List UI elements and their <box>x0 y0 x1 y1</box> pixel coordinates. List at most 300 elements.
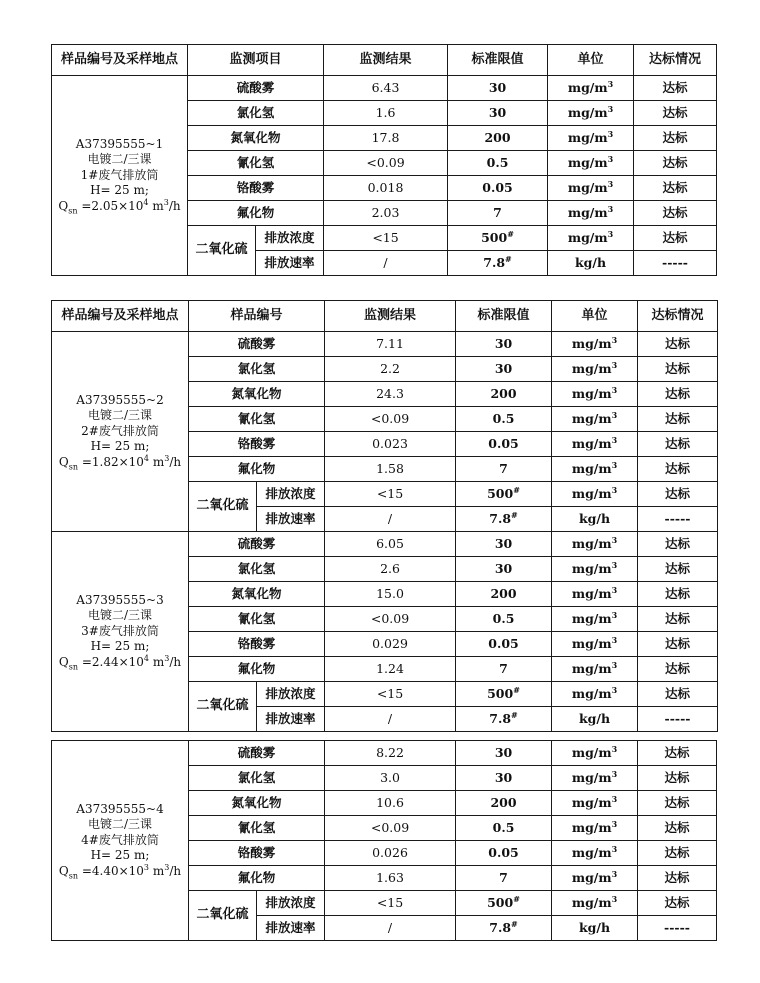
unit <box>552 332 638 357</box>
standard-limit-value: 0.5 <box>492 819 515 835</box>
compliance-status: 达标 <box>638 607 718 632</box>
standard-limit-mark: # <box>507 228 514 239</box>
standard-limit <box>456 866 552 891</box>
unit-text: mg/m <box>567 79 608 95</box>
flow-exponent: 3 <box>143 862 150 872</box>
unit <box>552 632 638 657</box>
compliance-status: 达标 <box>634 201 717 226</box>
flow-exponent: 4 <box>143 453 150 463</box>
monitoring-item: 氮氧化物 <box>189 582 325 607</box>
sample-location-line: A37395555~3 <box>76 592 164 607</box>
compliance-status: 达标 <box>638 557 718 582</box>
compliance-status: 达标 <box>638 632 718 657</box>
standard-limit-value: 500 <box>487 685 514 701</box>
flow-symbol: Q <box>58 863 69 878</box>
monitoring-item: 氯化氢 <box>188 101 324 126</box>
standard-limit-value: 30 <box>488 79 507 95</box>
standard-limit-mark: # <box>513 893 520 904</box>
standard-limit <box>456 707 552 732</box>
unit-text: mg/m <box>571 385 612 401</box>
flow-symbol: Q <box>58 198 69 213</box>
unit <box>552 866 638 891</box>
monitoring-item: 氮氧化物 <box>188 126 324 151</box>
monitoring-item: 氟化物 <box>189 866 325 891</box>
so2-label: 二氧化硫 <box>188 226 256 276</box>
standard-limit <box>456 382 552 407</box>
compliance-status: 达标 <box>638 791 717 816</box>
standard-limit <box>456 891 552 916</box>
unit-text: mg/m <box>571 844 612 860</box>
standard-limit <box>448 126 548 151</box>
monitoring-item: 氯化氢 <box>189 766 325 791</box>
monitoring-item: 氟化物 <box>189 657 325 682</box>
standard-limit <box>456 682 552 707</box>
unit-text: mg/m <box>571 744 612 760</box>
unit-text: mg/m <box>567 179 608 195</box>
monitoring-result: 2.2 <box>325 357 456 382</box>
unit <box>552 382 638 407</box>
unit-text: mg/m <box>571 769 612 785</box>
standard-limit-mark: # <box>505 253 512 264</box>
flow-unit: m <box>149 863 165 878</box>
standard-limit-value: 7 <box>499 660 508 676</box>
monitoring-item: 氰化氢 <box>189 407 325 432</box>
monitoring-result: <15 <box>325 482 456 507</box>
monitoring-result: 17.8 <box>324 126 448 151</box>
compliance-status: 达标 <box>638 741 717 766</box>
data-row <box>52 332 718 357</box>
unit <box>548 101 634 126</box>
header-unit: 单位 <box>548 45 634 76</box>
unit-exponent: 3 <box>607 103 614 114</box>
monitoring-result: 1.63 <box>325 866 456 891</box>
monitoring-result: 10.6 <box>325 791 456 816</box>
flow-symbol-sub: sn <box>68 662 78 672</box>
header-item: 样品编号 <box>189 301 325 332</box>
unit <box>548 151 634 176</box>
unit <box>548 76 634 101</box>
flow-unit-tail: /h <box>169 454 182 469</box>
unit-text: mg/m <box>571 635 612 651</box>
unit <box>548 226 634 251</box>
unit <box>552 557 638 582</box>
header-limit: 标准限值 <box>448 45 548 76</box>
unit-exponent: 3 <box>611 868 618 879</box>
flow-value: =2.44×10 <box>78 654 144 669</box>
unit-exponent: 3 <box>611 634 618 645</box>
unit-exponent: 3 <box>611 434 618 445</box>
compliance-status: 达标 <box>638 532 718 557</box>
header-result: 监测结果 <box>324 45 448 76</box>
unit-text: mg/m <box>571 585 612 601</box>
monitoring-result: 0.026 <box>325 841 456 866</box>
compliance-status: 达标 <box>638 866 717 891</box>
unit <box>552 607 638 632</box>
standard-limit <box>456 582 552 607</box>
sample-location-line: H= 25 m; <box>90 848 150 863</box>
monitoring-result: 15.0 <box>325 582 456 607</box>
unit-exponent: 3 <box>611 559 618 570</box>
sample-location-line: H= 25 m; <box>90 439 150 454</box>
compliance-status: 达标 <box>638 357 718 382</box>
sample-block-4 <box>52 741 717 941</box>
unit <box>552 841 638 866</box>
compliance-status: 达标 <box>638 682 718 707</box>
flow-symbol-sub: sn <box>68 871 78 881</box>
monitoring-item: 铬酸雾 <box>189 841 325 866</box>
standard-limit-value: 30 <box>494 744 513 760</box>
sample-location-cell <box>52 332 189 532</box>
unit-exponent: 3 <box>611 459 618 470</box>
unit-exponent: 3 <box>611 893 618 904</box>
standard-limit-value: 30 <box>494 335 513 351</box>
header-row <box>52 301 718 332</box>
sample-location-line: 电镀二/三课 <box>87 152 152 167</box>
unit-exponent: 3 <box>607 228 614 239</box>
header-status: 达标情况 <box>634 45 717 76</box>
monitoring-result: 2.6 <box>325 557 456 582</box>
so2-sub-item: 排放浓度 <box>257 891 325 916</box>
unit <box>552 657 638 682</box>
standard-limit-value: 7 <box>499 869 508 885</box>
so2-sub-item: 排放浓度 <box>257 682 325 707</box>
unit <box>552 891 638 916</box>
unit <box>552 532 638 557</box>
unit-text: mg/m <box>571 335 612 351</box>
standard-limit <box>448 101 548 126</box>
standard-limit <box>448 176 548 201</box>
monitoring-result: <0.09 <box>325 607 456 632</box>
standard-limit <box>456 791 552 816</box>
flow-exponent: 4 <box>143 197 149 207</box>
flow-symbol: Q <box>58 454 69 469</box>
unit-text: mg/m <box>567 154 608 170</box>
standard-limit <box>456 741 552 766</box>
unit <box>552 507 638 532</box>
monitoring-result: / <box>325 707 456 732</box>
unit-text: mg/m <box>571 360 612 376</box>
monitoring-result: 2.03 <box>324 201 448 226</box>
flow-symbol-sub: sn <box>68 206 78 216</box>
compliance-status: 达标 <box>638 382 718 407</box>
compliance-status: 达标 <box>638 457 718 482</box>
sample-block-1 <box>52 76 717 276</box>
monitoring-result: 1.24 <box>325 657 456 682</box>
sample-location-line: H= 25 m; <box>90 183 149 198</box>
standard-limit-value: 200 <box>490 385 517 401</box>
unit <box>552 457 638 482</box>
monitoring-result: 24.3 <box>325 382 456 407</box>
unit-text: mg/m <box>567 129 608 145</box>
compliance-status: 达标 <box>638 407 718 432</box>
compliance-status: 达标 <box>634 176 717 201</box>
compliance-status: 达标 <box>634 151 717 176</box>
standard-limit <box>456 432 552 457</box>
monitoring-result: 6.05 <box>325 532 456 557</box>
header-row <box>52 45 717 76</box>
monitoring-result: 0.029 <box>325 632 456 657</box>
so2-sub-item: 排放速率 <box>257 507 325 532</box>
flow-rate <box>52 864 188 880</box>
unit-text: kg/h <box>578 510 611 526</box>
compliance-status: ----- <box>634 251 717 276</box>
flow-unit-exponent: 3 <box>164 453 170 463</box>
monitoring-result: <0.09 <box>324 151 448 176</box>
standard-limit-mark: # <box>511 509 518 520</box>
standard-limit <box>456 507 552 532</box>
standard-limit-value: 7.8 <box>489 510 512 526</box>
so2-sub-item: 排放浓度 <box>256 226 324 251</box>
monitoring-item: 氟化物 <box>188 201 324 226</box>
unit-exponent: 3 <box>611 359 618 370</box>
standard-limit-value: 0.5 <box>492 610 515 626</box>
standard-limit-value: 500 <box>487 894 514 910</box>
standard-limit <box>456 632 552 657</box>
standard-limit-value: 500 <box>487 485 514 501</box>
unit <box>552 682 638 707</box>
sample-location-line: A37395555~4 <box>76 801 164 816</box>
standard-limit <box>456 407 552 432</box>
flow-rate <box>52 455 188 471</box>
standard-limit-value: 7 <box>493 204 502 220</box>
unit-text: mg/m <box>571 660 612 676</box>
header-limit: 标准限值 <box>456 301 552 332</box>
sample-block-2 <box>52 332 718 532</box>
unit-text: kg/h <box>578 710 611 726</box>
standard-limit <box>448 226 548 251</box>
compliance-status: ----- <box>638 916 717 941</box>
standard-limit-value: 30 <box>488 104 507 120</box>
flow-unit-tail: /h <box>169 863 182 878</box>
so2-sub-item: 排放速率 <box>257 916 325 941</box>
standard-limit-mark: # <box>513 684 520 695</box>
so2-label: 二氧化硫 <box>189 682 257 732</box>
unit-text: mg/m <box>571 610 612 626</box>
standard-limit <box>456 532 552 557</box>
standard-limit <box>456 357 552 382</box>
monitoring-result: <15 <box>324 226 448 251</box>
unit-exponent: 3 <box>611 659 618 670</box>
standard-limit <box>448 251 548 276</box>
unit-exponent: 3 <box>607 128 614 139</box>
so2-label: 二氧化硫 <box>189 482 257 532</box>
unit-text: mg/m <box>571 685 612 701</box>
unit-exponent: 3 <box>607 153 614 164</box>
monitoring-item: 氟化物 <box>189 457 325 482</box>
standard-limit-value: 7.8 <box>489 710 512 726</box>
flow-value: =4.40×10 <box>78 863 144 878</box>
flow-unit-tail: /h <box>169 654 182 669</box>
standard-limit-value: 0.05 <box>488 635 519 651</box>
standard-limit-value: 0.5 <box>486 154 509 170</box>
monitoring-result: 8.22 <box>325 741 456 766</box>
unit-exponent: 3 <box>611 793 618 804</box>
compliance-status: 达标 <box>638 432 718 457</box>
monitoring-result: <15 <box>325 891 456 916</box>
monitoring-item: 氮氧化物 <box>189 382 325 407</box>
standard-limit-value: 7 <box>499 460 508 476</box>
standard-limit <box>456 482 552 507</box>
standard-limit-value: 0.05 <box>488 844 519 860</box>
flow-unit: m <box>149 454 165 469</box>
flow-rate <box>52 655 188 671</box>
unit-exponent: 3 <box>611 334 618 345</box>
standard-limit-mark: # <box>511 918 518 929</box>
sample-location-cell <box>52 532 189 732</box>
compliance-status: 达标 <box>638 766 717 791</box>
sample-location-line: 1#废气排放筒 <box>80 167 159 182</box>
compliance-status: 达标 <box>634 126 717 151</box>
standard-limit <box>456 766 552 791</box>
unit-text: mg/m <box>571 435 612 451</box>
monitoring-item: 硫酸雾 <box>189 741 325 766</box>
standard-limit-value: 7.8 <box>483 254 506 270</box>
sample-location-line: H= 25 m; <box>90 639 150 654</box>
compliance-status: 达标 <box>638 482 718 507</box>
flow-unit-exponent: 3 <box>164 862 170 872</box>
unit <box>552 916 638 941</box>
unit-exponent: 3 <box>611 818 618 829</box>
unit <box>548 176 634 201</box>
unit-text: mg/m <box>571 819 612 835</box>
flow-value: =2.05×10 <box>77 198 144 213</box>
unit <box>552 407 638 432</box>
header-sample: 样品编号及采样地点 <box>52 45 188 76</box>
unit-text: mg/m <box>571 794 612 810</box>
flow-symbol: Q <box>58 654 69 669</box>
monitoring-item: 硫酸雾 <box>189 332 325 357</box>
unit <box>552 582 638 607</box>
unit-text: mg/m <box>571 894 612 910</box>
standard-limit-value: 0.5 <box>492 410 515 426</box>
standard-limit <box>456 557 552 582</box>
standard-limit-value: 0.05 <box>482 179 513 195</box>
standard-limit <box>456 607 552 632</box>
unit-exponent: 3 <box>611 484 618 495</box>
sample-location-line: 电镀二/三课 <box>87 608 153 623</box>
monitoring-result: / <box>325 916 456 941</box>
data-row <box>52 532 718 557</box>
header-status: 达标情况 <box>638 301 718 332</box>
monitoring-result: 0.023 <box>325 432 456 457</box>
monitoring-item: 硫酸雾 <box>189 532 325 557</box>
standard-limit-mark: # <box>511 709 518 720</box>
unit-exponent: 3 <box>611 534 618 545</box>
unit-text: mg/m <box>571 535 612 551</box>
unit-text: mg/m <box>571 460 612 476</box>
monitoring-result: 7.11 <box>325 332 456 357</box>
standard-limit-value: 30 <box>494 560 513 576</box>
unit <box>552 741 638 766</box>
monitoring-result: / <box>324 251 448 276</box>
unit <box>552 357 638 382</box>
unit-exponent: 3 <box>611 684 618 695</box>
monitoring-table-1 <box>51 44 717 276</box>
so2-sub-item: 排放速率 <box>256 251 324 276</box>
sample-location-line: 3#废气排放筒 <box>81 623 159 638</box>
unit-exponent: 3 <box>611 409 618 420</box>
header-result: 监测结果 <box>325 301 456 332</box>
monitoring-table-3 <box>51 740 717 941</box>
unit-text: mg/m <box>567 229 608 245</box>
compliance-status: 达标 <box>638 332 718 357</box>
unit-exponent: 3 <box>607 203 614 214</box>
flow-symbol-sub: sn <box>68 462 78 472</box>
sample-location-cell <box>52 76 188 276</box>
monitoring-item: 氰化氢 <box>189 607 325 632</box>
unit <box>552 707 638 732</box>
monitoring-item: 铬酸雾 <box>188 176 324 201</box>
monitoring-item: 氰化氢 <box>188 151 324 176</box>
monitoring-result: <0.09 <box>325 816 456 841</box>
standard-limit-value: 30 <box>494 769 513 785</box>
compliance-status: ----- <box>638 707 718 732</box>
flow-value: =1.82×10 <box>78 454 144 469</box>
monitoring-result: 1.6 <box>324 101 448 126</box>
header-item: 监测项目 <box>188 45 324 76</box>
unit-exponent: 3 <box>611 384 618 395</box>
compliance-status: 达标 <box>634 226 717 251</box>
monitoring-result: 6.43 <box>324 76 448 101</box>
compliance-status: 达标 <box>638 816 717 841</box>
monitoring-result: / <box>325 507 456 532</box>
standard-limit <box>448 76 548 101</box>
monitoring-result: 1.58 <box>325 457 456 482</box>
unit-exponent: 3 <box>607 178 614 189</box>
monitoring-item: 氯化氢 <box>189 357 325 382</box>
standard-limit-value: 30 <box>494 535 513 551</box>
standard-limit <box>456 816 552 841</box>
flow-unit: m <box>148 198 164 213</box>
standard-limit <box>456 916 552 941</box>
unit-exponent: 3 <box>607 78 614 89</box>
unit-text: mg/m <box>571 485 612 501</box>
unit-text: mg/m <box>571 560 612 576</box>
monitoring-table-2 <box>51 300 718 732</box>
compliance-status: 达标 <box>638 657 718 682</box>
flow-unit: m <box>149 654 165 669</box>
sample-location-line: A37395555~1 <box>75 136 164 151</box>
monitoring-result: <15 <box>325 682 456 707</box>
standard-limit-value: 30 <box>494 360 513 376</box>
header-unit: 单位 <box>552 301 638 332</box>
monitoring-item: 氰化氢 <box>189 816 325 841</box>
unit-text: mg/m <box>567 204 608 220</box>
compliance-status: ----- <box>638 507 718 532</box>
flow-exponent: 4 <box>143 653 150 663</box>
unit <box>552 482 638 507</box>
sample-location-line: 2#废气排放筒 <box>81 423 159 438</box>
sample-location-line: 电镀二/三课 <box>87 817 153 832</box>
compliance-status: 达标 <box>638 841 717 866</box>
standard-limit <box>456 841 552 866</box>
compliance-status: 达标 <box>634 101 717 126</box>
compliance-status: 达标 <box>638 891 717 916</box>
so2-label: 二氧化硫 <box>189 891 257 941</box>
unit-text: mg/m <box>571 410 612 426</box>
unit-text: kg/h <box>578 919 611 935</box>
sample-location-cell <box>52 741 189 941</box>
unit-exponent: 3 <box>611 584 618 595</box>
unit <box>552 766 638 791</box>
header-sample: 样品编号及采样地点 <box>52 301 189 332</box>
sample-location-line: A37395555~2 <box>76 392 164 407</box>
monitoring-result: 0.018 <box>324 176 448 201</box>
unit-exponent: 3 <box>611 843 618 854</box>
flow-unit-tail: /h <box>168 198 181 213</box>
unit-exponent: 3 <box>611 743 618 754</box>
monitoring-item: 铬酸雾 <box>189 632 325 657</box>
